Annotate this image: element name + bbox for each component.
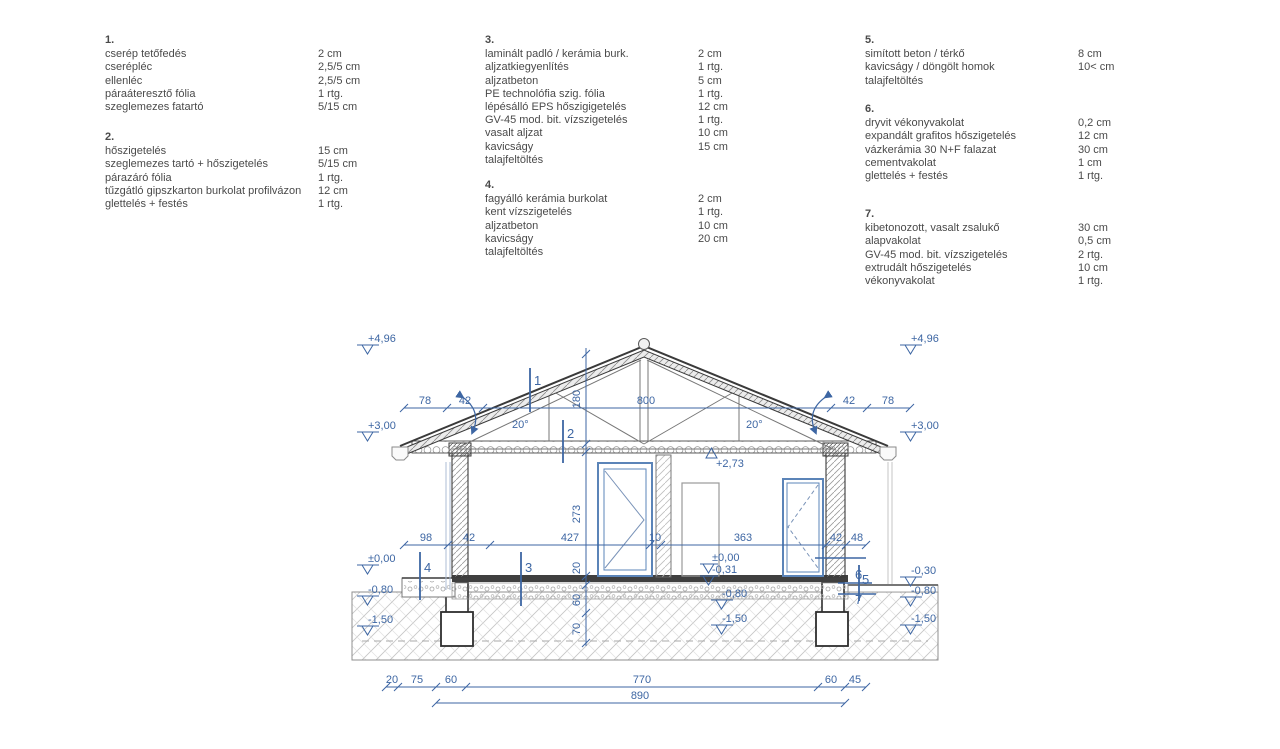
level-marker-right-496 — [900, 333, 939, 354]
callout-label: 6 — [855, 567, 863, 582]
level-marker-right-300 — [900, 420, 939, 441]
callout-label: 1 — [534, 373, 542, 388]
layer-label: kavicságy — [485, 232, 534, 245]
ceiling-insulation — [412, 441, 876, 453]
layer-value: 1 rtg. — [698, 87, 724, 100]
layer-value: 20 cm — [698, 232, 728, 245]
dim-label: 42 — [842, 395, 856, 407]
layer-value: 5/15 cm — [318, 158, 358, 171]
layer-value: 15 cm — [318, 145, 348, 158]
dim-label: 60 — [571, 593, 583, 607]
layer-label: glettelés + festés — [105, 198, 188, 211]
layer-label: kent vízszigetelés — [485, 206, 572, 219]
layer-label: párazáró fólia — [105, 171, 172, 184]
callout-label: 2 — [567, 426, 575, 441]
dim-label: 363 — [733, 532, 753, 544]
layer-value: 0,2 cm — [1078, 117, 1112, 130]
legend-block-number: 2. — [105, 131, 115, 143]
level-label: +4,96 — [911, 333, 939, 345]
level-marker-left-496 — [357, 333, 396, 354]
layer-label: talajfeltöltés — [865, 74, 924, 87]
layer-label: lépésálló EPS hőszigigetelés — [485, 101, 627, 114]
layer-value: 1 rtg. — [1078, 170, 1104, 183]
layer-label: dryvit vékonyvakolat — [865, 117, 965, 130]
dim-line-total — [432, 690, 849, 707]
wall-right — [823, 443, 848, 577]
dim-label: 42 — [829, 532, 843, 544]
layer-value: 1 rtg. — [318, 198, 344, 211]
level-label: -0,30 — [911, 565, 937, 577]
dim-label: 78 — [418, 395, 432, 407]
dim-label: 70 — [571, 622, 583, 636]
level-marker-right-m030 — [900, 565, 936, 586]
layer-label: aljzatbeton — [485, 74, 539, 87]
layer-value: 2 cm — [698, 48, 722, 61]
layer-value: 12 cm — [698, 101, 728, 114]
dim-label: 42 — [458, 395, 472, 407]
callout-label: 3 — [525, 560, 533, 575]
layer-label: simított beton / térkő — [865, 48, 965, 61]
level-marker-left-000 — [357, 553, 395, 574]
legend-block-number: 1. — [105, 34, 115, 46]
dim-label: 10 — [648, 532, 662, 544]
layer-label: cementvakolat — [865, 156, 936, 169]
layer-value: 10 cm — [1078, 261, 1108, 274]
layer-label: kavicságy / döngölt homok — [865, 61, 995, 74]
layer-value: 2 cm — [318, 48, 342, 61]
layer-value: 2,5/5 cm — [318, 74, 361, 87]
layer-value: 1 rtg. — [698, 206, 724, 219]
level-label: -1,50 — [722, 613, 748, 625]
layer-value: 10< cm — [1078, 61, 1115, 74]
dim-label: 60 — [824, 674, 838, 686]
level-label: -0,80 — [368, 584, 394, 596]
dim-label: 427 — [560, 532, 580, 544]
door-main — [598, 463, 652, 576]
downpipe-right — [888, 462, 892, 584]
dim-label: 45 — [848, 674, 862, 686]
level-label: +3,00 — [368, 420, 396, 432]
legend-block-number: 3. — [485, 34, 495, 46]
level-label: -1,50 — [911, 613, 937, 625]
angle-label: 20° — [746, 419, 763, 431]
layer-label: hőszigetelés — [105, 145, 167, 158]
layer-label: szeglemezes fatartó — [105, 101, 204, 114]
layer-value: 10 cm — [698, 127, 728, 140]
dim-label: 60 — [444, 674, 458, 686]
layer-label: aljzatbeton — [485, 219, 539, 232]
layer-value: 10 cm — [698, 219, 728, 232]
level-label: ±0,00 — [368, 553, 396, 565]
layer-label: glettelés + festés — [865, 170, 948, 183]
level-label: +4,96 — [368, 333, 396, 345]
layer-label: cserépléc — [105, 61, 153, 74]
layer-label: tűzgátló gipszkarton burkolat profilvázon — [105, 184, 302, 197]
layer-label: GV-45 mod. bit. vízszigetelés — [865, 248, 1008, 261]
downpipe-left — [446, 462, 450, 590]
layer-value: 2 rtg. — [1078, 248, 1104, 261]
layer-label: talajfeltöltés — [485, 153, 544, 166]
layer-value: 1 cm — [1078, 156, 1102, 169]
layer-value: 1 rtg. — [1078, 275, 1104, 288]
dim-label: 800 — [636, 395, 656, 407]
wall-interior — [656, 455, 671, 577]
level-marker-left-300 — [357, 420, 396, 441]
layer-label: vázkerámia 30 N+F falazat — [865, 143, 997, 156]
layer-label: GV-45 mod. bit. vízszigetelés — [485, 114, 628, 127]
ridge-cap — [639, 339, 650, 350]
layer-label: alapvakolat — [865, 235, 921, 248]
gutter-left — [392, 447, 408, 460]
level-label: -0,80 — [911, 585, 937, 597]
legend-block-number: 7. — [865, 208, 875, 220]
level-label: -0,31 — [712, 564, 738, 576]
dim-line-mid — [400, 532, 870, 549]
legend-block-number: 4. — [485, 179, 495, 191]
layer-value: 30 cm — [1078, 143, 1108, 156]
layer-label: PE technolófia szig. fólia — [485, 87, 605, 100]
layer-value: 1 rtg. — [698, 61, 724, 74]
level-label: -0,80 — [722, 588, 748, 600]
door-right — [783, 479, 866, 576]
layer-value: 12 cm — [1078, 130, 1108, 143]
gutter-right — [880, 447, 896, 460]
layer-label: expandált grafitos hőszigetelés — [865, 130, 1017, 143]
layer-label: cserép tetőfedés — [105, 48, 187, 61]
level-label: ±0,00 — [712, 552, 740, 564]
layer-label: kavicságy — [485, 140, 534, 153]
layer-label: szeglemezes tartó + hőszigetelés — [105, 158, 268, 171]
layer-value: 1 rtg. — [698, 114, 724, 127]
soil — [352, 592, 938, 660]
dim-label: 890 — [630, 690, 650, 702]
dim-label: 180 — [571, 389, 583, 409]
layer-label: kibetonozott, vasalt zsalukő — [865, 222, 1000, 235]
wall-left — [449, 443, 471, 577]
layer-label: talajfeltöltés — [485, 246, 544, 259]
callout-label: 4 — [424, 560, 432, 575]
layer-label: vasalt aljzat — [485, 127, 543, 140]
legend-block-number: 6. — [865, 103, 875, 115]
layer-value: 8 cm — [1078, 48, 1102, 61]
layer-value: 30 cm — [1078, 222, 1108, 235]
layer-label: fagyálló kerámia burkolat — [485, 193, 608, 206]
dim-label: 770 — [632, 674, 652, 686]
layer-value: 1 rtg. — [318, 171, 344, 184]
callout-label: 5 — [862, 572, 870, 587]
dim-label: 78 — [881, 395, 895, 407]
dim-label: 98 — [419, 532, 433, 544]
floor-slab — [452, 575, 848, 599]
callout-label: 7 — [855, 592, 863, 607]
dim-line-bottom — [382, 674, 870, 691]
terrace-slab — [402, 578, 455, 597]
level-label: +2,73 — [716, 458, 744, 470]
layer-label: laminált padló / kerámia burk. — [485, 48, 629, 61]
dim-label: 273 — [571, 504, 583, 524]
layer-label: vékonyvakolat — [865, 275, 935, 288]
layer-value: 12 cm — [318, 184, 348, 197]
layer-label: páraáteresztő fólia — [105, 87, 196, 100]
layer-value: 1 rtg. — [318, 87, 344, 100]
layer-value: 2 cm — [698, 193, 722, 206]
layer-label: aljzatkiegyenlítés — [485, 61, 569, 74]
layer-label: ellenléc — [105, 74, 143, 87]
dim-line-top — [400, 395, 914, 412]
layer-value: 5 cm — [698, 74, 722, 87]
level-label: -1,50 — [368, 614, 394, 626]
layer-value: 0,5 cm — [1078, 235, 1112, 248]
dim-label: 20 — [385, 674, 399, 686]
layer-value: 5/15 cm — [318, 101, 358, 114]
legend-block-number: 5. — [865, 34, 875, 46]
layer-label: extrudált hőszigetelés — [865, 261, 972, 274]
dim-label: 48 — [850, 532, 864, 544]
level-label: +3,00 — [911, 420, 939, 432]
layer-value: 15 cm — [698, 140, 728, 153]
dim-label: 20 — [571, 561, 583, 575]
angle-label: 20° — [512, 419, 529, 431]
dim-label: 42 — [462, 532, 476, 544]
layer-value: 2,5/5 cm — [318, 61, 361, 74]
dim-label: 75 — [410, 674, 424, 686]
